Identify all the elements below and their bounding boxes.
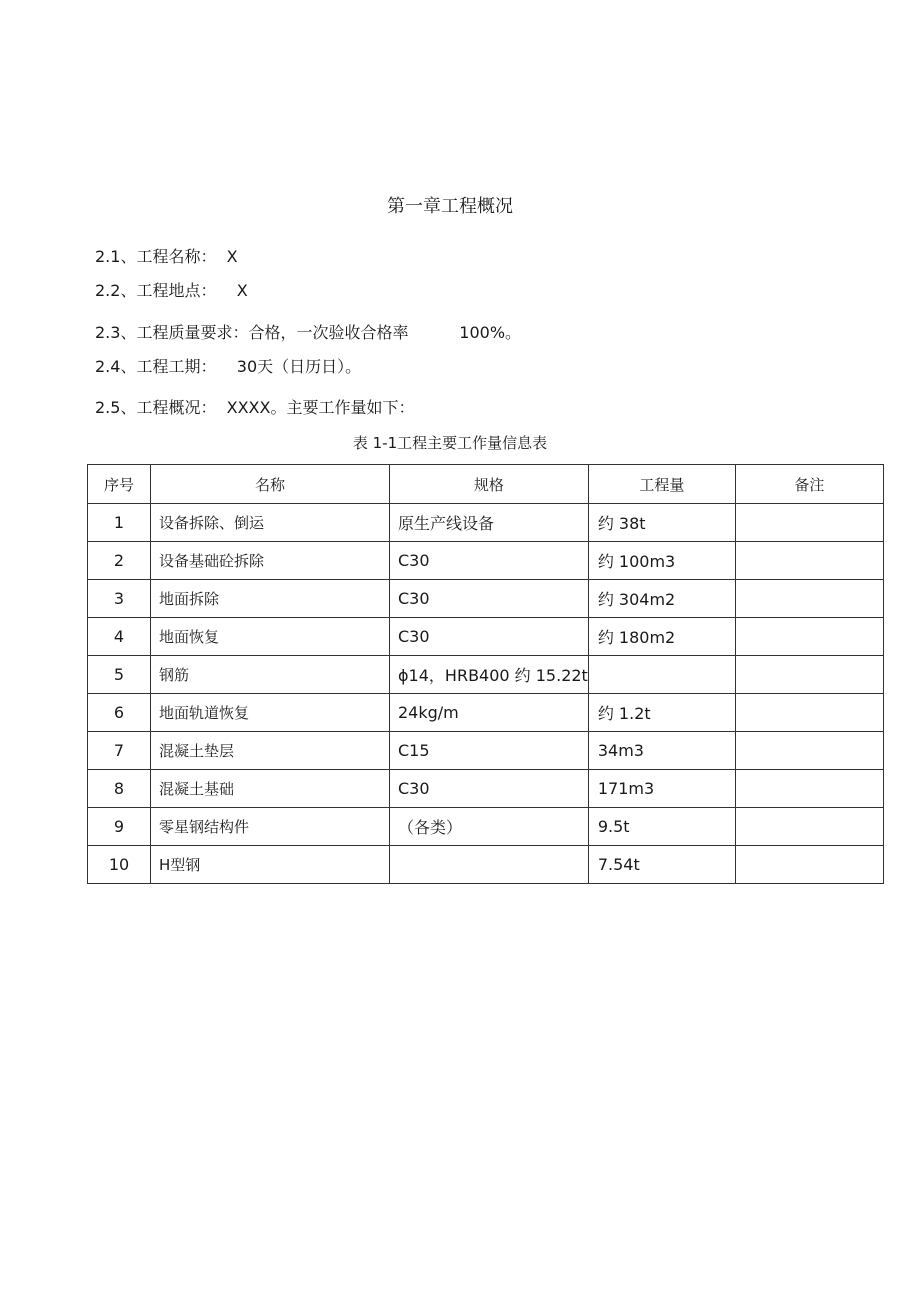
table-row (88, 618, 884, 656)
table-row (88, 504, 884, 542)
paragraph-construction-period: 2.4、工程工期： 30天（日历日）。 (95, 357, 362, 376)
cell-note (735, 846, 883, 884)
cell-name: 地面拆除 (151, 580, 390, 618)
cell-no: 10 (88, 846, 151, 884)
header-spec: 规格 (390, 465, 589, 504)
table-header-row (88, 465, 884, 504)
cell-quantity: 7.54t (588, 846, 735, 884)
cell-name: H型钢 (151, 846, 390, 884)
cell-note (735, 808, 883, 846)
paragraph-project-name: 2.1、工程名称： X (95, 247, 238, 266)
cell-name: 钢筋 (151, 656, 390, 694)
cell-name: 设备拆除、倒运 (151, 504, 390, 542)
cell-spec: C15 (390, 732, 589, 770)
table-row (88, 656, 884, 694)
table-row (88, 846, 884, 884)
cell-no: 7 (88, 732, 151, 770)
cell-spec (390, 846, 589, 884)
cell-note (735, 770, 883, 808)
cell-quantity: 9.5t (588, 808, 735, 846)
cell-spec: C30 (390, 770, 589, 808)
cell-quantity (588, 656, 735, 694)
cell-spec: C30 (390, 580, 589, 618)
cell-no: 4 (88, 618, 151, 656)
cell-note (735, 732, 883, 770)
table-row (88, 694, 884, 732)
cell-name: 混凝土基础 (151, 770, 390, 808)
cell-spec: C30 (390, 618, 589, 656)
cell-note (735, 618, 883, 656)
cell-quantity: 34m3 (588, 732, 735, 770)
header-name: 名称 (151, 465, 390, 504)
cell-name: 设备基础砼拆除 (151, 542, 390, 580)
cell-name: 地面轨道恢复 (151, 694, 390, 732)
table-row (88, 808, 884, 846)
cell-spec: 原生产线设备 (390, 504, 589, 542)
cell-name: 零星钢结构件 (151, 808, 390, 846)
cell-quantity: 171m3 (588, 770, 735, 808)
cell-quantity: 约 38t (588, 504, 735, 542)
table-row (88, 542, 884, 580)
cell-no: 2 (88, 542, 151, 580)
cell-note (735, 580, 883, 618)
cell-spec: （各类） (390, 808, 589, 846)
cell-no: 5 (88, 656, 151, 694)
cell-no: 9 (88, 808, 151, 846)
cell-quantity: 约 100m3 (588, 542, 735, 580)
table-row (88, 770, 884, 808)
header-note: 备注 (735, 465, 883, 504)
cell-note (735, 504, 883, 542)
cell-quantity: 约 304m2 (588, 580, 735, 618)
cell-note (735, 694, 883, 732)
header-no: 序号 (88, 465, 151, 504)
header-quantity: 工程量 (588, 465, 735, 504)
cell-spec: 24kg/m (390, 694, 589, 732)
cell-note (735, 542, 883, 580)
paragraph-quality-requirement: 2.3、工程质量要求：合格，一次验收合格率 100%。 (95, 323, 522, 342)
table-row (88, 732, 884, 770)
cell-spec: C30 (390, 542, 589, 580)
cell-spec: ϕ14，HRB400 约 15.22t (390, 656, 589, 694)
table-row (88, 580, 884, 618)
cell-no: 8 (88, 770, 151, 808)
cell-quantity: 约 180m2 (588, 618, 735, 656)
cell-note (735, 656, 883, 694)
cell-name: 混凝土垫层 (151, 732, 390, 770)
cell-no: 3 (88, 580, 151, 618)
cell-quantity: 约 1.2t (588, 694, 735, 732)
cell-name: 地面恢复 (151, 618, 390, 656)
workload-table (87, 464, 884, 884)
table-caption: 表 1-1工程主要工作量信息表 (352, 434, 548, 452)
paragraph-project-overview: 2.5、工程概况： XXXX。主要工作量如下： (95, 398, 415, 417)
cell-no: 6 (88, 694, 151, 732)
cell-no: 1 (88, 504, 151, 542)
paragraph-project-location: 2.2、工程地点： X (95, 281, 248, 300)
page-title: 第一章工程概况 (387, 196, 513, 217)
